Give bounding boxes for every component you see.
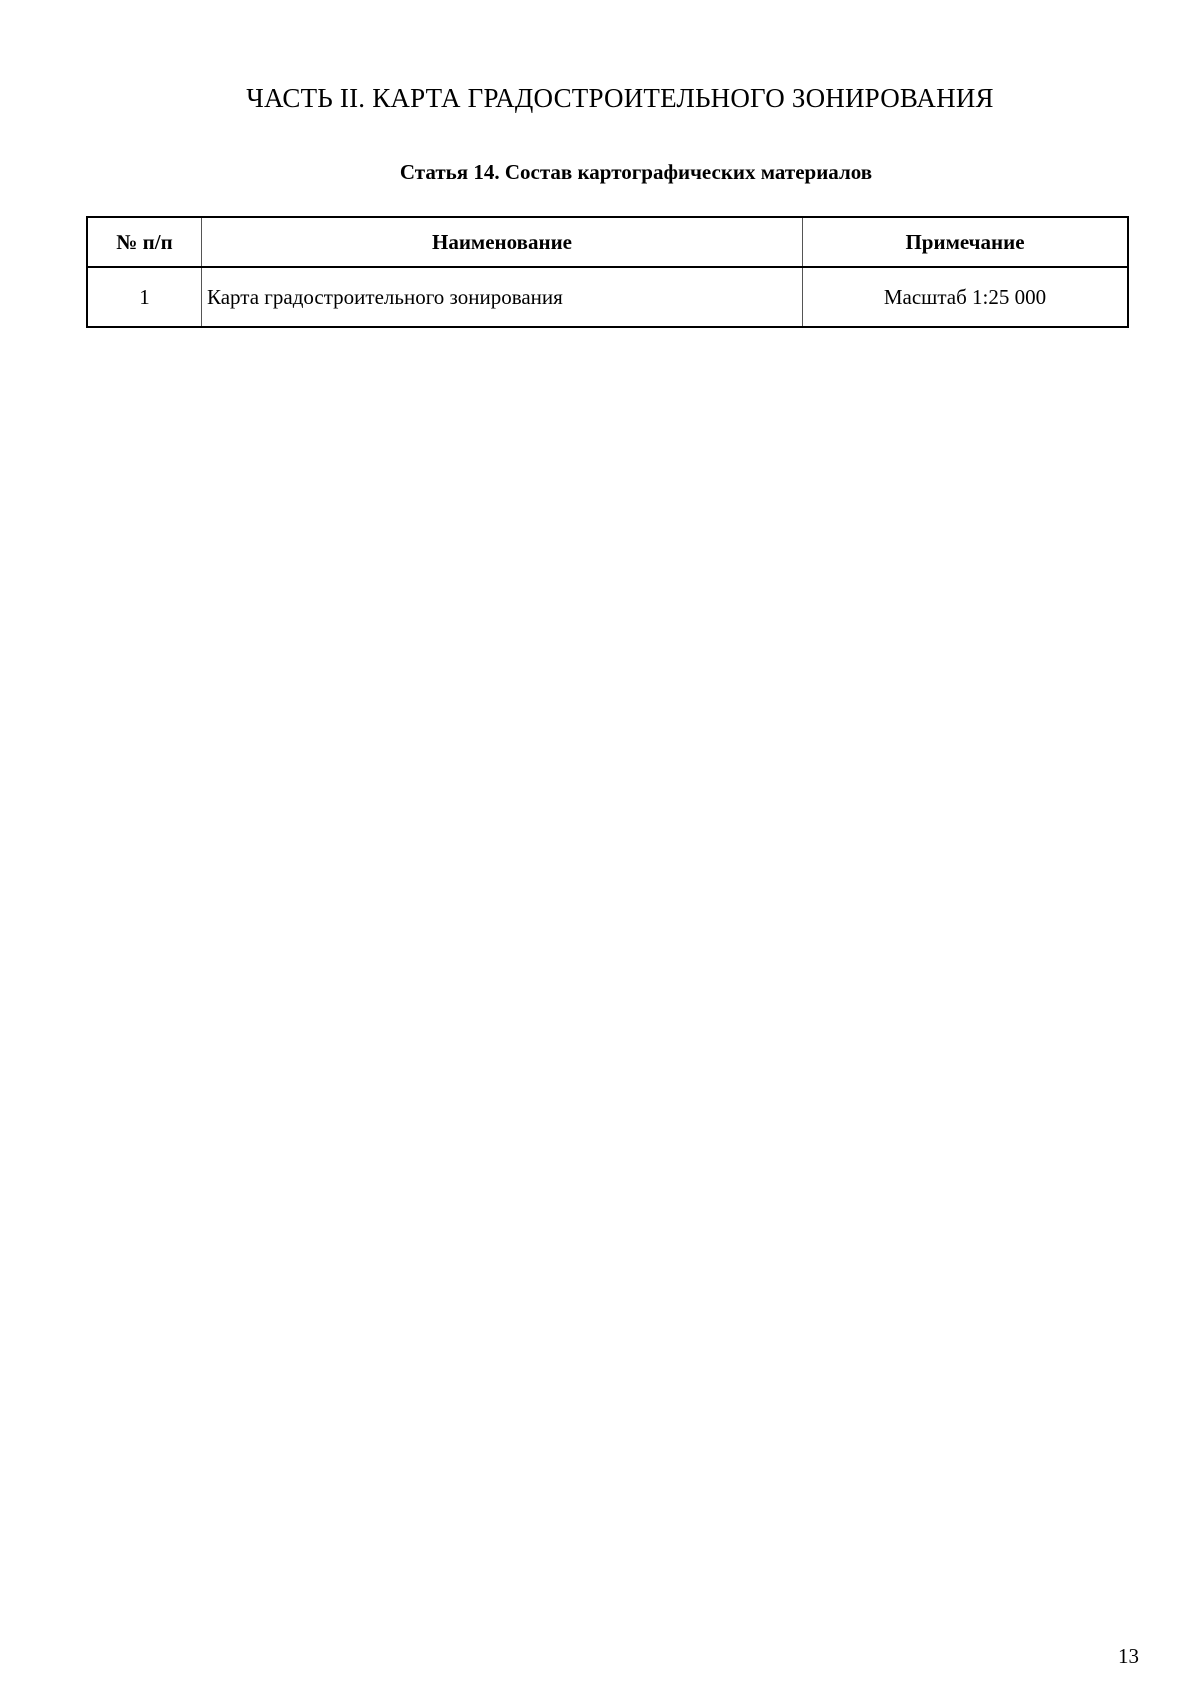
table-row (87, 267, 1128, 327)
row-number: 1 (87, 267, 202, 327)
row-note: Масштаб 1:25 000 (803, 267, 1129, 327)
page-number: 13 (1118, 1644, 1139, 1668)
table-header-row (87, 217, 1128, 267)
article-title: Статья 14. Состав картографических материалов (399, 160, 873, 184)
header-number: № п/п (87, 217, 202, 267)
header-name: Наименование (202, 217, 803, 267)
page-title: ЧАСТЬ II. КАРТА ГРАДОСТРОИТЕЛЬНОГО ЗОНИРОВАНИЯ (246, 83, 994, 113)
materials-table (86, 216, 1129, 328)
header-note: Примечание (803, 217, 1129, 267)
row-name: Карта градостроительного зонирования (202, 267, 803, 327)
